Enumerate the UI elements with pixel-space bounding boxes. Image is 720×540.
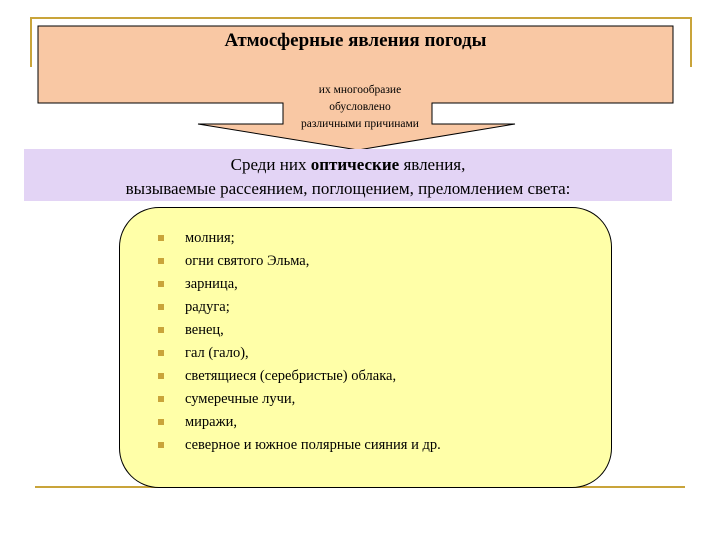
list-item-text: северное и южное полярные сияния и др. — [185, 437, 441, 453]
phenomena-list — [154, 227, 441, 457]
list-item-text: зарница, — [185, 276, 238, 292]
list-item-text: гал (гало), — [185, 345, 249, 361]
list-item-text: венец, — [185, 322, 224, 338]
subtitle-line: их многообразие — [318, 84, 402, 96]
intro-band — [24, 149, 672, 201]
intro-line-1 — [24, 153, 672, 177]
callout-subtitle — [270, 82, 450, 133]
bullet-icon — [158, 327, 164, 333]
list-item — [154, 411, 441, 434]
list-item — [154, 342, 441, 365]
bullet-icon — [158, 281, 164, 287]
list-item-text: миражи, — [185, 414, 238, 430]
bullet-icon — [158, 396, 164, 402]
intro-line-2: вызываемые рассеянием, поглощением, преломлением света: — [125, 179, 571, 198]
list-item-text: молния; — [185, 230, 235, 246]
list-item — [154, 388, 441, 411]
list-item — [154, 434, 441, 457]
bullet-icon — [158, 419, 164, 425]
bullet-icon — [158, 373, 164, 379]
list-item-text: светящиеся (серебристые) облака, — [185, 368, 397, 384]
bullet-icon — [158, 304, 164, 310]
list-item — [154, 273, 441, 296]
intro-prefix: Среди них — [230, 155, 311, 174]
list-item-text: огни святого Эльма, — [185, 253, 310, 269]
bullet-icon — [158, 442, 164, 448]
page-title: Атмосферные явления погоды — [224, 30, 487, 51]
list-item — [154, 365, 441, 388]
bullet-icon — [158, 350, 164, 356]
list-item — [154, 227, 441, 250]
intro-suffix: явления, — [399, 155, 466, 174]
list-item — [154, 296, 441, 319]
subtitle-line: обусловлено — [329, 101, 391, 113]
intro-emphasis: оптические — [310, 155, 400, 174]
list-item — [154, 250, 441, 273]
list-item-text: радуга; — [185, 299, 230, 315]
list-item — [154, 319, 441, 342]
list-item-text: сумеречные лучи, — [185, 391, 296, 407]
bullet-icon — [158, 235, 164, 241]
bullet-icon — [158, 258, 164, 264]
subtitle-line: различными причинами — [301, 118, 419, 130]
